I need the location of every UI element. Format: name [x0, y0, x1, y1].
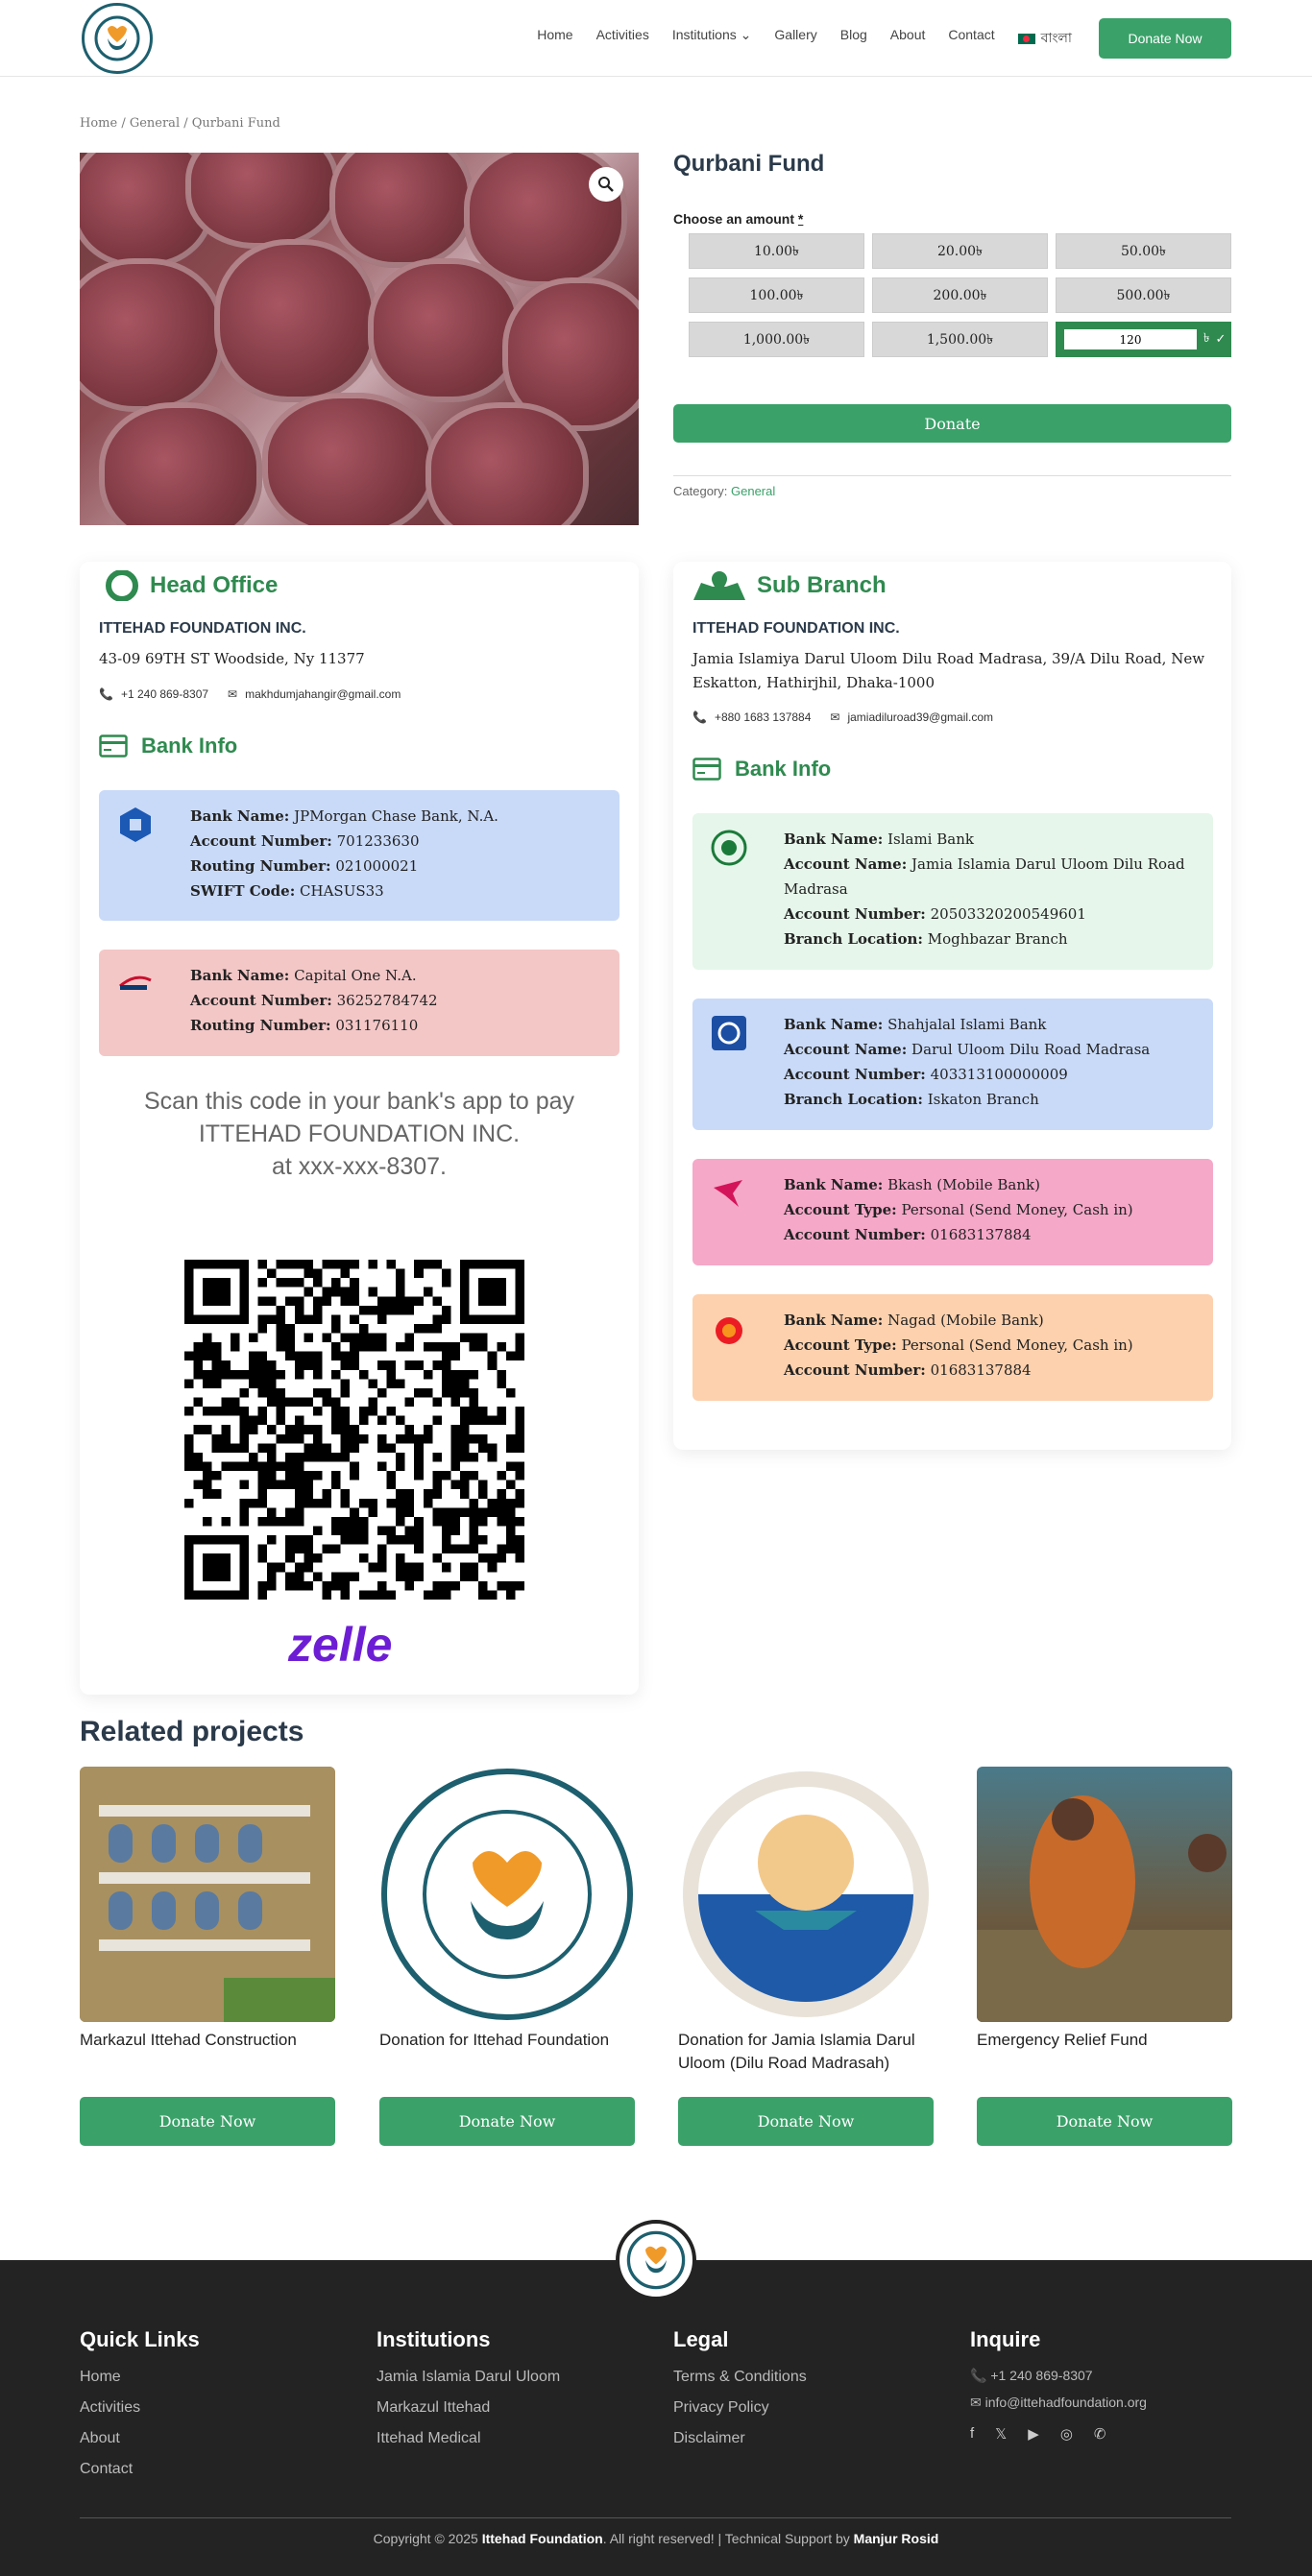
- footer-heading: Institutions: [377, 2327, 491, 2351]
- credit-card-icon: [692, 758, 721, 781]
- footer-phone-text: +1 240 869-8307: [990, 2368, 1093, 2383]
- bank-line: Account Name: Jamia Islamia Darul Uloom Dilu Road Madrasa: [784, 855, 1185, 898]
- bank-line: Account Number: 01683137884: [784, 1361, 1032, 1379]
- site-logo[interactable]: [82, 3, 153, 74]
- footer-link[interactable]: Disclaimer: [673, 2430, 745, 2446]
- bank-line: Bank Name: JPMorgan Chase Bank, N.A.: [190, 807, 498, 825]
- bank-line: Bank Name: Shahjalal Islami Bank: [784, 1016, 1047, 1033]
- nav-about[interactable]: About: [889, 27, 926, 42]
- sub-branch-contact: [692, 710, 993, 724]
- credit-card-icon: [99, 734, 128, 758]
- project-donate-button[interactable]: Donate Now: [678, 2097, 934, 2146]
- envelope-icon: ✉: [228, 687, 238, 701]
- bangladesh-flag-icon: [1018, 34, 1035, 44]
- footer-link[interactable]: Home: [80, 2369, 121, 2385]
- footer-link[interactable]: Privacy Policy: [673, 2399, 769, 2416]
- main-nav: [537, 27, 1072, 50]
- footer-logo[interactable]: [616, 2220, 696, 2300]
- project-image-emergency-relief[interactable]: [977, 1767, 1232, 2022]
- email-text: jamiadiluroad39@gmail.com: [847, 710, 994, 724]
- nav-gallery[interactable]: Gallery: [774, 27, 817, 42]
- language-label: বাংলা: [1040, 30, 1072, 45]
- bank-info-label: Bank Info: [735, 757, 832, 781]
- footer-link[interactable]: Ittehad Medical: [377, 2430, 481, 2446]
- amount-option[interactable]: 500.00৳: [1056, 277, 1231, 313]
- bank-card-nagad: [692, 1294, 1213, 1401]
- chase-logo-icon: [116, 806, 155, 844]
- footer-inquire: [970, 2327, 1147, 2443]
- footer-link[interactable]: Jamia Islamia Darul Uloom: [377, 2369, 561, 2385]
- category-link[interactable]: General: [731, 484, 776, 498]
- scan-line: Scan this code in your bank's app to pay: [143, 1088, 575, 1115]
- footer-heading: Quick Links: [80, 2327, 200, 2351]
- bank-line: Account Number: 403313100000009: [784, 1066, 1068, 1083]
- project-name[interactable]: Emergency Relief Fund: [977, 2031, 1148, 2049]
- footer-heading: Legal: [673, 2327, 729, 2351]
- zelle-logo: zelle: [288, 1618, 393, 1672]
- bank-card-bkash: [692, 1159, 1213, 1265]
- sub-branch-bank-info-heading: [692, 757, 831, 782]
- head-office-title-text: Head Office: [150, 572, 279, 598]
- bank-line: Bank Name: Bkash (Mobile Bank): [784, 1176, 1040, 1193]
- zelle-qr-code: [184, 1260, 524, 1600]
- amount-option[interactable]: 1,000.00৳: [689, 322, 864, 357]
- social-links: [970, 2425, 1147, 2443]
- map-pins-icon: [692, 570, 747, 601]
- nav-contact[interactable]: Contact: [948, 27, 995, 42]
- head-office-bank-info-heading: [99, 734, 237, 758]
- sub-branch-title: [692, 570, 887, 601]
- head-office-phone[interactable]: [99, 687, 208, 701]
- email-text: makhdumjahangir@gmail.com: [245, 687, 401, 701]
- bank-line: Branch Location: Moghbazar Branch: [784, 930, 1068, 948]
- site-header: [0, 0, 1312, 77]
- related-projects-title: Related projects: [80, 1716, 304, 1747]
- choose-amount-text: Choose an amount: [673, 211, 795, 227]
- choose-amount-label: [673, 211, 803, 227]
- footer-heading: Inquire: [970, 2327, 1041, 2351]
- nav-home[interactable]: Home: [537, 27, 573, 42]
- amount-option[interactable]: 50.00৳: [1056, 233, 1231, 269]
- envelope-icon: ✉: [970, 2395, 982, 2410]
- required-mark: *: [797, 211, 804, 227]
- phone-text: +1 240 869-8307: [120, 687, 209, 701]
- custom-amount-option[interactable]: [1056, 322, 1231, 357]
- project-image-markazul[interactable]: [80, 1767, 335, 2022]
- project-donate-button[interactable]: Donate Now: [379, 2097, 635, 2146]
- donate-button[interactable]: Donate: [673, 404, 1231, 443]
- sub-branch-org: ITTEHAD FOUNDATION INC.: [692, 620, 900, 637]
- bank-line: Branch Location: Iskaton Branch: [784, 1091, 1039, 1108]
- whatsapp-icon[interactable]: ✆: [1093, 2426, 1106, 2443]
- footer-link[interactable]: About: [80, 2430, 120, 2446]
- head-office-title: [104, 570, 278, 601]
- capital-one-logo-icon: [116, 965, 155, 1003]
- copyright-support[interactable]: Manjur Rosid: [853, 2531, 939, 2546]
- nagad-logo-icon: [710, 1310, 748, 1348]
- header-donate-button[interactable]: Donate Now: [1099, 18, 1231, 59]
- sub-branch-email[interactable]: [830, 710, 993, 724]
- bkash-bird-icon: [710, 1174, 748, 1213]
- nav-activities[interactable]: Activities: [595, 27, 649, 42]
- copyright-mid: . All right reserved! | Technical Support by: [602, 2531, 850, 2546]
- head-office-email[interactable]: [228, 687, 401, 701]
- footer-email[interactable]: [970, 2389, 1147, 2416]
- x-twitter-icon[interactable]: 𝕏: [995, 2426, 1008, 2443]
- nav-institutions-label: Institutions: [671, 27, 737, 42]
- amount-option[interactable]: 20.00৳: [872, 233, 1048, 269]
- project-image-ittehad-foundation[interactable]: [379, 1767, 635, 2022]
- sub-branch-title-text: Sub Branch: [757, 572, 887, 598]
- phone-icon: 📞: [692, 710, 707, 724]
- logo-emblem-icon: [88, 10, 146, 67]
- chevron-down-icon: ⌄: [740, 27, 752, 42]
- amount-option[interactable]: 200.00৳: [872, 277, 1048, 313]
- footer-email-text: info@ittehadfoundation.org: [984, 2395, 1147, 2410]
- copyright-org[interactable]: Ittehad Foundation: [481, 2531, 603, 2546]
- custom-amount-input[interactable]: [1063, 328, 1198, 350]
- bank-line: Account Number: 20503320200549601: [784, 905, 1086, 923]
- scan-instructions: [80, 1085, 639, 1183]
- bank-line: Routing Number: 031176110: [190, 1017, 419, 1034]
- project-image-jamia-islamia[interactable]: [678, 1767, 934, 2022]
- zoom-search-icon[interactable]: [589, 167, 623, 202]
- footer-divider: [80, 2517, 1231, 2518]
- scan-line: ITTEHAD FOUNDATION INC.: [198, 1120, 521, 1147]
- bank-line: Account Type: Personal (Send Money, Cash in): [784, 1336, 1133, 1354]
- bank-line: Bank Name: Islami Bank: [784, 831, 974, 848]
- sub-branch-address: Jamia Islamiya Darul Uloom Dilu Road Madrasa, 39/A Dilu Road, New Eskatton, Hathirjhil, Dhaka-1000: [692, 650, 1205, 691]
- footer-quick-links: [80, 2327, 200, 2485]
- shahjalal-bank-logo-icon: [710, 1014, 748, 1052]
- nav-institutions[interactable]: [672, 27, 752, 50]
- divider: [673, 475, 1231, 476]
- footer-link[interactable]: Markazul Ittehad: [377, 2399, 491, 2416]
- project-donate-button[interactable]: Donate Now: [977, 2097, 1232, 2146]
- head-office-org: ITTEHAD FOUNDATION INC.: [99, 620, 306, 637]
- logo-emblem-icon: [624, 2228, 688, 2292]
- breadcrumb: Home / General / Qurbani Fund: [80, 116, 280, 131]
- currency-symbol: ৳: [1203, 331, 1210, 346]
- bank-info-label: Bank Info: [141, 734, 238, 758]
- islami-bank-logo-icon: [710, 829, 748, 867]
- footer-link[interactable]: Activities: [80, 2399, 141, 2416]
- project-name[interactable]: Donation for Ittehad Foundation: [379, 2031, 610, 2049]
- checkmark-icon: ✓: [1215, 332, 1227, 347]
- language-switcher[interactable]: [1018, 27, 1072, 50]
- project-donate-button[interactable]: Donate Now: [80, 2097, 335, 2146]
- phone-icon: 📞: [99, 687, 113, 701]
- copyright: [0, 2531, 1312, 2546]
- footer-phone[interactable]: [970, 2362, 1147, 2389]
- amount-option[interactable]: 100.00৳: [689, 277, 864, 313]
- phone-icon: 📞: [970, 2368, 987, 2383]
- footer-institutions: [377, 2327, 560, 2454]
- bank-line: Account Name: Darul Uloom Dilu Road Madrasa: [784, 1041, 1151, 1058]
- head-office-contact: [99, 687, 401, 701]
- bank-line: Routing Number: 021000021: [190, 857, 419, 875]
- head-office-address: 43-09 69TH ST Woodside, Ny 11377: [99, 650, 365, 667]
- copyright-prefix: Copyright © 2025: [373, 2531, 478, 2546]
- product-title: Qurbani Fund: [673, 151, 825, 177]
- bank-line: Account Type: Personal (Send Money, Cash in): [784, 1201, 1133, 1218]
- nav-blog[interactable]: Blog: [839, 27, 867, 42]
- footer-link[interactable]: Contact: [80, 2461, 134, 2477]
- bank-line: SWIFT Code: CHASUS33: [190, 882, 384, 900]
- project-name[interactable]: Markazul Ittehad Construction: [80, 2031, 297, 2049]
- product-category: [673, 484, 775, 498]
- location-icon: [104, 570, 140, 601]
- bank-line: Account Number: 701233630: [190, 832, 420, 850]
- bank-line: Bank Name: Capital One N.A.: [190, 967, 417, 984]
- sub-branch-phone[interactable]: [692, 710, 811, 724]
- envelope-icon: ✉: [830, 710, 840, 724]
- amount-option[interactable]: 10.00৳: [689, 233, 864, 269]
- bank-card-capital-one: [99, 950, 620, 1056]
- bank-line: Bank Name: Nagad (Mobile Bank): [784, 1312, 1044, 1329]
- facebook-icon[interactable]: f: [970, 2425, 975, 2442]
- scan-line: at xxx-xxx-8307.: [271, 1153, 447, 1180]
- phone-text: +880 1683 137884: [714, 710, 812, 724]
- bank-card-islami-bank: [692, 813, 1213, 970]
- bank-line: Account Number: 36252784742: [190, 992, 438, 1009]
- instagram-icon[interactable]: ◎: [1059, 2426, 1073, 2443]
- product-image[interactable]: [80, 153, 639, 525]
- project-name[interactable]: Donation for Jamia Islamia Darul Uloom (Dilu Road Madrasah): [678, 2031, 915, 2072]
- footer-legal: [673, 2327, 807, 2454]
- category-label: Category:: [673, 484, 728, 498]
- footer-link[interactable]: Terms & Conditions: [673, 2369, 807, 2385]
- youtube-icon[interactable]: ▶: [1028, 2426, 1039, 2443]
- bank-card-shahjalal: [692, 999, 1213, 1130]
- bank-card-chase: [99, 790, 620, 921]
- amount-option[interactable]: 1,500.00৳: [872, 322, 1048, 357]
- bank-line: Account Number: 01683137884: [784, 1226, 1032, 1243]
